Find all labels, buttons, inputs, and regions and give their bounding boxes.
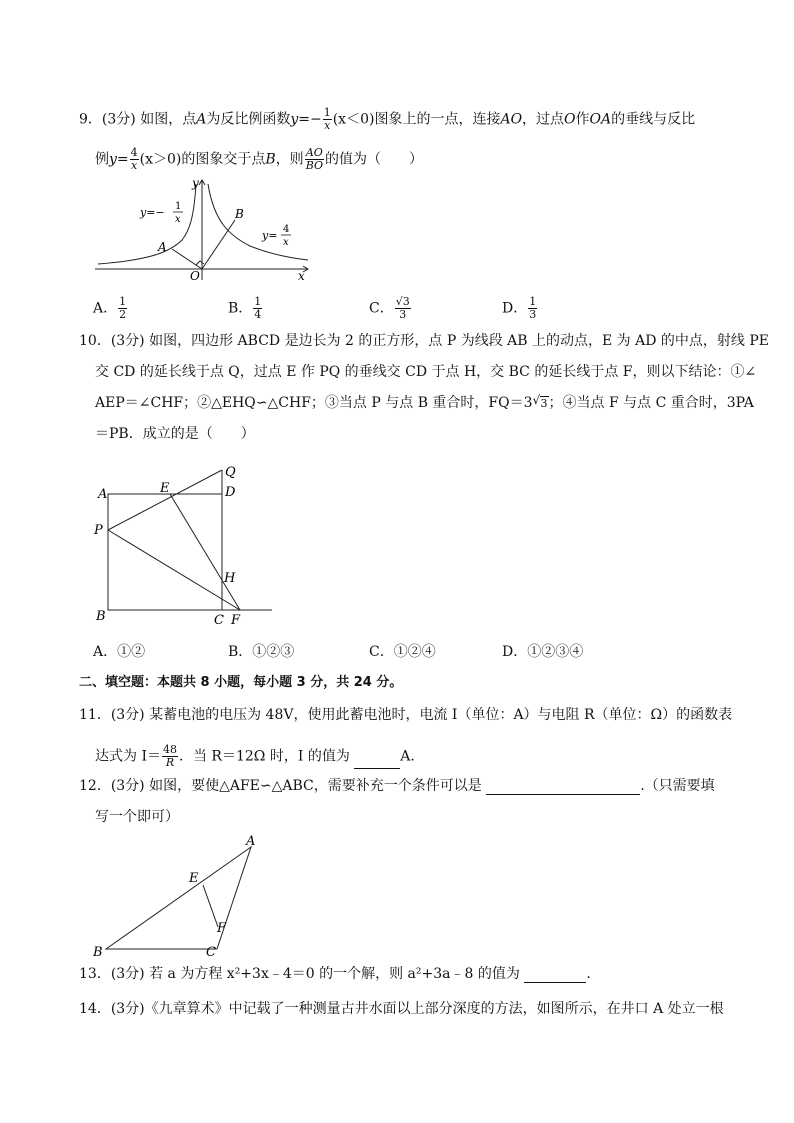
q12-line1: 12．(3分) 如图，要使△AFE∽△ABC，需要补充一个条件可以是 .（只需要填 (79, 778, 715, 794)
q9-option-c: C． $\frac{√3}{3}$ (369, 295, 410, 321)
label-A: A (98, 487, 108, 502)
q10-line3: AEP＝∠CHF；②△EHQ∽△CHF；③当点 P 与点 B 重合时，FQ＝3√ 3；④当点 F 与点 C 重合时，3PA (95, 394, 754, 413)
label-E: E (189, 871, 199, 886)
label-O: O (190, 269, 200, 282)
fraction: $\frac{1}{x}$ (323, 106, 331, 132)
q10-figure (90, 460, 280, 630)
q10-option-b: B．①②③ (228, 644, 295, 660)
label-x: x (298, 269, 305, 282)
q10-line4: ＝PB．成立的是（ ） (95, 426, 255, 442)
section-2-heading: 二、填空题：本题共 8 小题，每小题 3 分，共 24 分。 (79, 675, 403, 690)
q10-option-c: C．①②④ (369, 644, 436, 660)
q10-line2: 交 CD 的延长线于点 Q，过点 E 作 PQ 的垂线交 CD 于点 H，交 BC 的延长线于点 F，则以下结论：①∠ (95, 364, 757, 380)
label-C: C (206, 945, 216, 960)
label-A: A (158, 240, 167, 254)
answer-blank-11[interactable] (354, 754, 400, 769)
line-PF (108, 530, 240, 610)
q10-option-a: A．①② (93, 644, 146, 660)
left-func-label: y=− (140, 206, 165, 219)
q9-option-d: D． $\frac{1}{3}$ (502, 295, 537, 321)
q14-line: 14．(3分)《九章算术》中记载了一种测量古井水面以上部分深度的方法，如图所示，在井口 A 处立一根 (79, 1001, 724, 1017)
q9-graph (90, 172, 320, 282)
label-B: B (93, 945, 103, 960)
right-angle-mark (196, 261, 204, 265)
q12-figure (88, 832, 268, 962)
q9-option-a: A． $\frac{1}{2}$ (93, 295, 127, 321)
label-y: y (192, 176, 199, 190)
q10-option-d: D．①②③④ (502, 644, 584, 660)
right-func-den: x (283, 237, 289, 248)
right-hyperbola (208, 184, 308, 260)
q11-line1: 11．(3分) 某蓄电池的电压为 48V，使用此蓄电池时，电流 I（单位：A）与电阻 R（单位：Ω）的函数表 (79, 707, 733, 723)
left-func-num: 1 (175, 201, 182, 212)
segment-BO (202, 220, 235, 269)
label-P: P (94, 523, 103, 538)
ray-PEQ (108, 470, 222, 530)
label-F: F (231, 613, 241, 628)
left-hyperbola (98, 184, 196, 264)
label-D: D (225, 485, 236, 500)
label-A: A (246, 834, 256, 849)
q9-option-b: B． $\frac{1}{4}$ (228, 295, 262, 321)
q9-line2: 例y= $\frac{4}{x}$ (x＞0)的图象交于点B，则 $\frac{AO}{BO}$ 的值为（ ） (95, 146, 423, 172)
line-EHF (170, 494, 240, 610)
label-B: B (96, 609, 106, 624)
label-E: E (160, 481, 170, 496)
label-Q: Q (225, 465, 236, 480)
left-func-den: x (175, 214, 181, 225)
segment-AO (172, 249, 202, 269)
q10-line1: 10．(3分) 如图，四边形 ABCD 是边长为 2 的正方形，点 P 为线段 AB 上的动点，E 为 AD 的中点，射线 PE (79, 333, 770, 349)
triangle-ABC (106, 847, 251, 949)
label-F: F (217, 921, 227, 936)
right-func-label: y= (262, 229, 278, 242)
answer-blank-13[interactable] (524, 968, 586, 983)
answer-blank-12[interactable] (486, 780, 640, 795)
q11-line2: 达式为 I＝ $\frac{48}{R}$ ．当 R＝12Ω 时，I 的值为 A. (95, 743, 415, 769)
q12-line2: 写一个即可） (95, 809, 179, 825)
q9-line1: 9．(3分) 如图，点A为反比例函数y=− $\frac{1}{x}$ (x＜0)图象上的一点，连接AO，过点O作OA的垂线与反比 (79, 106, 696, 132)
fraction: $\frac{AO}{BO}$ (305, 146, 323, 172)
label-C: C (214, 613, 224, 628)
right-func-num: 4 (283, 224, 290, 235)
segment-EF (203, 885, 218, 927)
fraction: $\frac{4}{x}$ (130, 146, 138, 172)
q13-line: 13．(3分) 若 a 为方程 x²+3x﹣4＝0 的一个解，则 a²+3a﹣8 的值为 . (79, 966, 591, 982)
label-H: H (224, 571, 236, 586)
label-B: B (235, 207, 244, 221)
